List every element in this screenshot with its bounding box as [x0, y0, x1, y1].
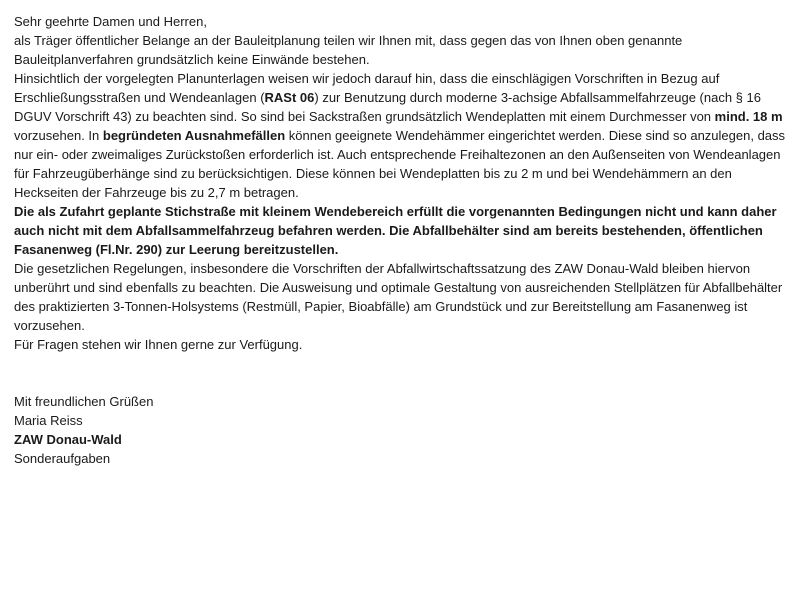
- paragraph-regulations: [14, 69, 794, 202]
- regulations-text-4: können geeignete Wendehämmer eingerichtet werden. Diese sind so anzulegen, dass nur ein- oder zweimaliges Zurückstoßen erforderlich ist. Auch entsprechende Freihaltezonen an den Außenseiten von Wendeanlagen für Fahrzeugüberhänge sind zu berücksichtigen. Diese können bei Wendeplatten bis zu 2 m und bei Wendehämmern an den Heckseiten der Fahrzeuge bis zu 2,7 m betragen.: [14, 128, 786, 200]
- regulations-bold-rast: RASt 06: [264, 90, 315, 105]
- organization-name: ZAW Donau-Wald: [14, 432, 122, 447]
- regulations-bold-exceptions: begründeten Ausnahmefällen: [102, 128, 286, 143]
- closing-greeting: Mit freundlichen Grüßen: [14, 394, 154, 409]
- regulations-text-1: Hinsichtlich der vorgelegten Planunterlagen weisen wir jedoch darauf hin, dass die einschlägigen Vorschriften in Bezug auf Erschließungsstraßen und Wendeanlagen (: [14, 71, 720, 105]
- regulations-text-3: vorzusehen. In: [14, 128, 103, 143]
- department-name: Sonderaufgaben: [14, 451, 111, 466]
- salutation: Sehr geehrte Damen und Herren,: [14, 14, 207, 29]
- paragraph-questions: Für Fragen stehen wir Ihnen gerne zur Verfügung.: [14, 337, 303, 352]
- paragraph-no-objections: als Träger öffentlicher Belange an der Bauleitplanung teilen wir Ihnen mit, dass gegen das von Ihnen oben genannte Bauleitplanverfahren grundsätzlich keine Einwände bestehen.: [14, 33, 683, 67]
- regulations-text-2: ) zur Benutzung durch moderne 3-achsige Abfallsammelfahrzeuge (nach § 16 DGUV Vorschrift 43) zu beachten sind. So sind bei Sackstraßen grundsätzlich Wendeplatten mit einem Durchmesser von: [14, 90, 761, 124]
- paragraph-legal-rules: Die gesetzlichen Regelungen, insbesondere die Vorschriften der Abfallwirtschaftssatzung des ZAW Donau-Wald bleiben hiervon unberührt und sind ebenfalls zu beachten. Die Ausweisung und optimale Gestaltung von ausreichenden Stellplätzen für Abfallbehälter des praktizierten 3-Tonnen-Holsystems (Restmüll, Papier, Bioabfälle) am Grundstück und zur Bereitstellung am Fasanenweg ist vorzusehen.: [14, 261, 783, 333]
- signer-name: Maria Reiss: [14, 413, 83, 428]
- regulations-bold-diameter: mind. 18 m: [714, 109, 783, 124]
- letter-body: [14, 12, 794, 468]
- paragraph-access-road: Die als Zufahrt geplante Stichstraße mit kleinem Wendebereich erfüllt die vorgenannten Bedingungen nicht und kann daher auch nicht mit dem Abfallsammelfahrzeug befahren werden. Die Abfallbehälter sind am bereits bestehenden, öffentlichen Fasanenweg (Fl.Nr. 290) zur Leerung bereitzustellen.: [14, 204, 777, 257]
